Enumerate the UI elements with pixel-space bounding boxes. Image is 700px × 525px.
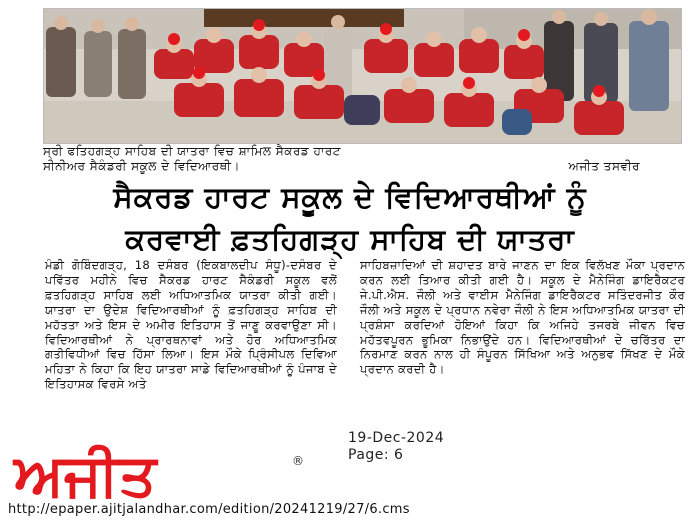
article-text-right: ਸਾਹਿਬਜ਼ਾਦਿਆਂ ਦੀ ਸ਼ਹਾਦਤ ਬਾਰੇ ਜਾਣਨ ਦਾ ਇਕ ਵਿਲੱਖਣ ਮੌਕਾ ਪ੍ਰਦਾਨ ਕਰਨ ਲਈ ਤਿਆਰ ਕੀਤੀ ਗਈ ਹੈ। ਸਕੂਲ ਦੇ ਮੈਨੇਜਿੰਗ ਡਾਇਰੈਕਟਰ ਜੇ.ਪੀ.ਐਸ. ਜੌਲੀ ਅਤੇ ਵਾਈਸ ਮੈਨੇਜਿੰਗ ਡਾਇਰੈਕਟਰ ਸਤਿੰਦਰਜੀਤ ਕੌਰ ਜੌਲੀ ਅਤੇ ਸਕੂਲ ਦੇ ਪ੍ਰਧਾਨ ਨਵੇਰਾ ਜੌਲੀ ਨੇ ਇਸ ਅਧਿਆਤਮਿਕ ਯਾਤਰਾ ਦੀ ਪ੍ਰਸ਼ੰਸਾ ਕਰਦਿਆਂ ਹੋਇਆਂ ਕਿਹਾ ਕਿ ਅਜਿਹੇ ਤਜਰਬੇ ਜੀਵਨ ਵਿਚ ਮਹੱਤਵਪੂਰਨ ਭੂਮਿਕਾ ਨਿਭਾਉਂਦੇ ਹਨ। ਵਿਦਿਆਰਥੀਆਂ ਦੇ ਚਰਿੱਤਰ ਦਾ ਨਿਰਮਾਣ ਕਰਨ ਨਾਲ ਹੀ ਸੰਪੂਰਨ ਸਿੱਖਿਆ ਅਤੇ ਅਨੁਭਵ ਸਿੱਖਣ ਦੇ ਮੌਕੇ ਪ੍ਰਦਾਨ ਕਰਦੀ ਹੈ।	[360, 258, 685, 377]
headline-line-1: ਸੈਕਰਡ ਹਾਰਟ ਸਕੂਲ ਦੇ ਵਿਦਿਆਰਥੀਆਂ ਨੂੰ	[113, 180, 587, 214]
group-photo-icon	[44, 9, 681, 143]
news-photo	[43, 8, 682, 144]
article-column-left	[45, 258, 337, 392]
ajit-logo-text: ਅਜੀਤ	[14, 443, 157, 507]
caption-line-2: ਸੀਨੀਅਰ ਸੈਕੰਡਰੀ ਸਕੂਲ ਦੇ ਵਿਦਿਆਰਥੀ।	[43, 159, 240, 173]
page-number: Page: 6	[348, 447, 404, 463]
article-column-right	[360, 258, 685, 377]
photo-credit: ਅਜੀਤ ਤਸਵੀਰ	[568, 159, 640, 173]
ajit-logo	[8, 443, 328, 507]
article-text-left: ਮੰਡੀ ਗੋਬਿੰਦਗੜ੍ਹ, 18 ਦਸੰਬਰ (ਇਕਬਾਲਦੀਪ ਸੰਧੂ)-ਦਸੰਬਰ ਦੇ ਪਵਿੱਤਰ ਮਹੀਨੇ ਵਿਚ ਸੈਕਰਡ ਹਾਰਟ ਸੈਕੰਡਰੀ ਸਕੂਲ ਵਲੋਂ ਫ਼ਤਹਿਗੜ੍ਹ ਸਾਹਿਬ ਲਈ ਅਧਿਆਤਮਿਕ ਯਾਤਰਾ ਕੀਤੀ ਗਈ। ਯਾਤਰਾ ਦਾ ਉਦੇਸ਼ ਵਿਦਿਆਰਥੀਆਂ ਨੂੰ ਫ਼ਤਹਿਗੜ੍ਹ ਸਾਹਿਬ ਦੀ ਮਹੱਤਤਾ ਅਤੇ ਇਸ ਦੇ ਅਮੀਰ ਇਤਿਹਾਸ ਤੋਂ ਜਾਣੂ ਕਰਵਾਉਣਾ ਸੀ। ਵਿਦਿਆਰਥੀਆਂ ਨੇ ਪ੍ਰਾਰਥਨਾਵਾਂ ਅਤੇ ਹੋਰ ਅਧਿਆਤਮਿਕ ਗਤੀਵਿਧੀਆਂ ਵਿਚ ਹਿੱਸਾ ਲਿਆ। ਇਸ ਮੌਕੇ ਪ੍ਰਿੰਸੀਪਲ ਦਿਵਿਆ ਮਹਿਤਾ ਨੇ ਕਿਹਾ ਕਿ ਇਹ ਯਾਤਰਾ ਸਾਡੇ ਵਿਦਿਆਰਥੀਆਂ ਨੂੰ ਪੰਜਾਬ ਦੇ ਇਤਿਹਾਸਕ ਵਿਰਸੇ ਅਤੇ	[45, 258, 337, 392]
headline-line-2: ਕਰਵਾਈ ਫ਼ਤਹਿਗੜ੍ਹ ਸਾਹਿਬ ਦੀ ਯਾਤਰਾ	[125, 222, 575, 256]
article-body	[45, 258, 685, 446]
registered-mark: ®	[292, 454, 304, 468]
photo-caption	[43, 144, 680, 174]
caption-line-1: ਸ੍ਰੀ ਫਤਿਹਗੜ੍ਹ ਸਾਹਿਬ ਦੀ ਯਾਤਰਾ ਵਿਚ ਸ਼ਾਮਿਲ ਸੈਕਰਡ ਹਾਰਟ	[43, 144, 341, 158]
edition-date: 19-Dec-2024	[348, 430, 445, 446]
epaper-url-link[interactable]: http://epaper.ajitjalandhar.com/edition/20241219/27/6.cms	[8, 502, 410, 517]
